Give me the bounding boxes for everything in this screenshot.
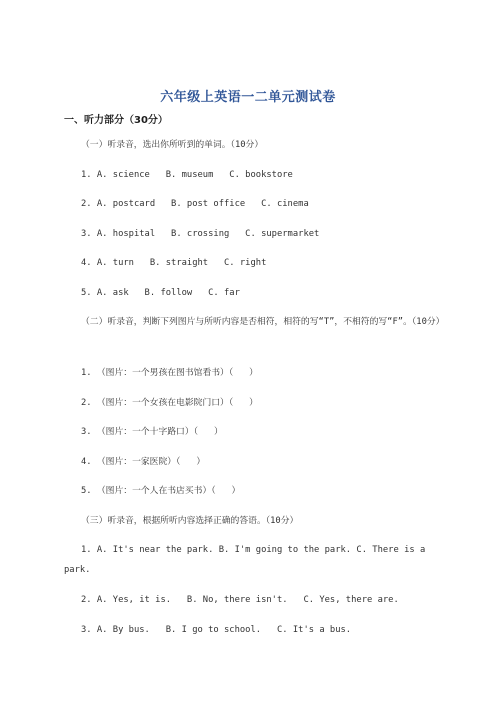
section-2-item-3: 3. （图片：一个十字路口）（ ）	[81, 427, 223, 437]
document-title: 六年级上英语一二单元测试卷	[160, 90, 336, 105]
section-1-item-2: 2. A. postcard B. post office C. cinema	[81, 199, 309, 209]
section-2-instruction: （二）听录音，判断下列图片与所听内容是否相符，相符的写“T”，不相符的写“F”。（10分）	[81, 317, 445, 327]
section-2-item-2: 2. （图片：一个女孩在电影院门口）（ ）	[81, 398, 258, 408]
section-3-item-2: 2. A. Yes, it is. B. No, there isn't. C. Yes, there are.	[81, 595, 399, 605]
section-1-item-4: 4. A. turn B. straight C. right	[81, 258, 267, 268]
section-3-item-3: 3. A. By bus. B. I go to school. C. It's a bus.	[81, 625, 352, 635]
section-2-item-1: 1. （图片：一个男孩在图书馆看书）（ ）	[81, 368, 258, 378]
part-heading-listening: 一、听力部分（30分）	[64, 115, 168, 126]
section-1-instruction: （一）听录音，选出你所听到的单词。（10分）	[81, 140, 264, 150]
section-1-item-3: 3. A. hospital B. crossing C. supermarket	[81, 229, 320, 239]
section-3-item-1: 1. A. It's near the park. B. I'm going to the park. C. There is a park.	[64, 545, 426, 575]
section-2-item-5: 5. （图片：一个人在书店买书）（ ）	[81, 486, 241, 496]
section-1-item-5: 5. A. ask B. follow C. far	[81, 288, 240, 298]
section-1-item-1: 1. A. science B. museum C. bookstore	[81, 170, 293, 180]
section-3-instruction: （三）听录音，根据所听内容选择正确的答语。（10分）	[81, 516, 299, 526]
section-2-item-4: 4. （图片：一家医院）（ ）	[81, 457, 206, 467]
